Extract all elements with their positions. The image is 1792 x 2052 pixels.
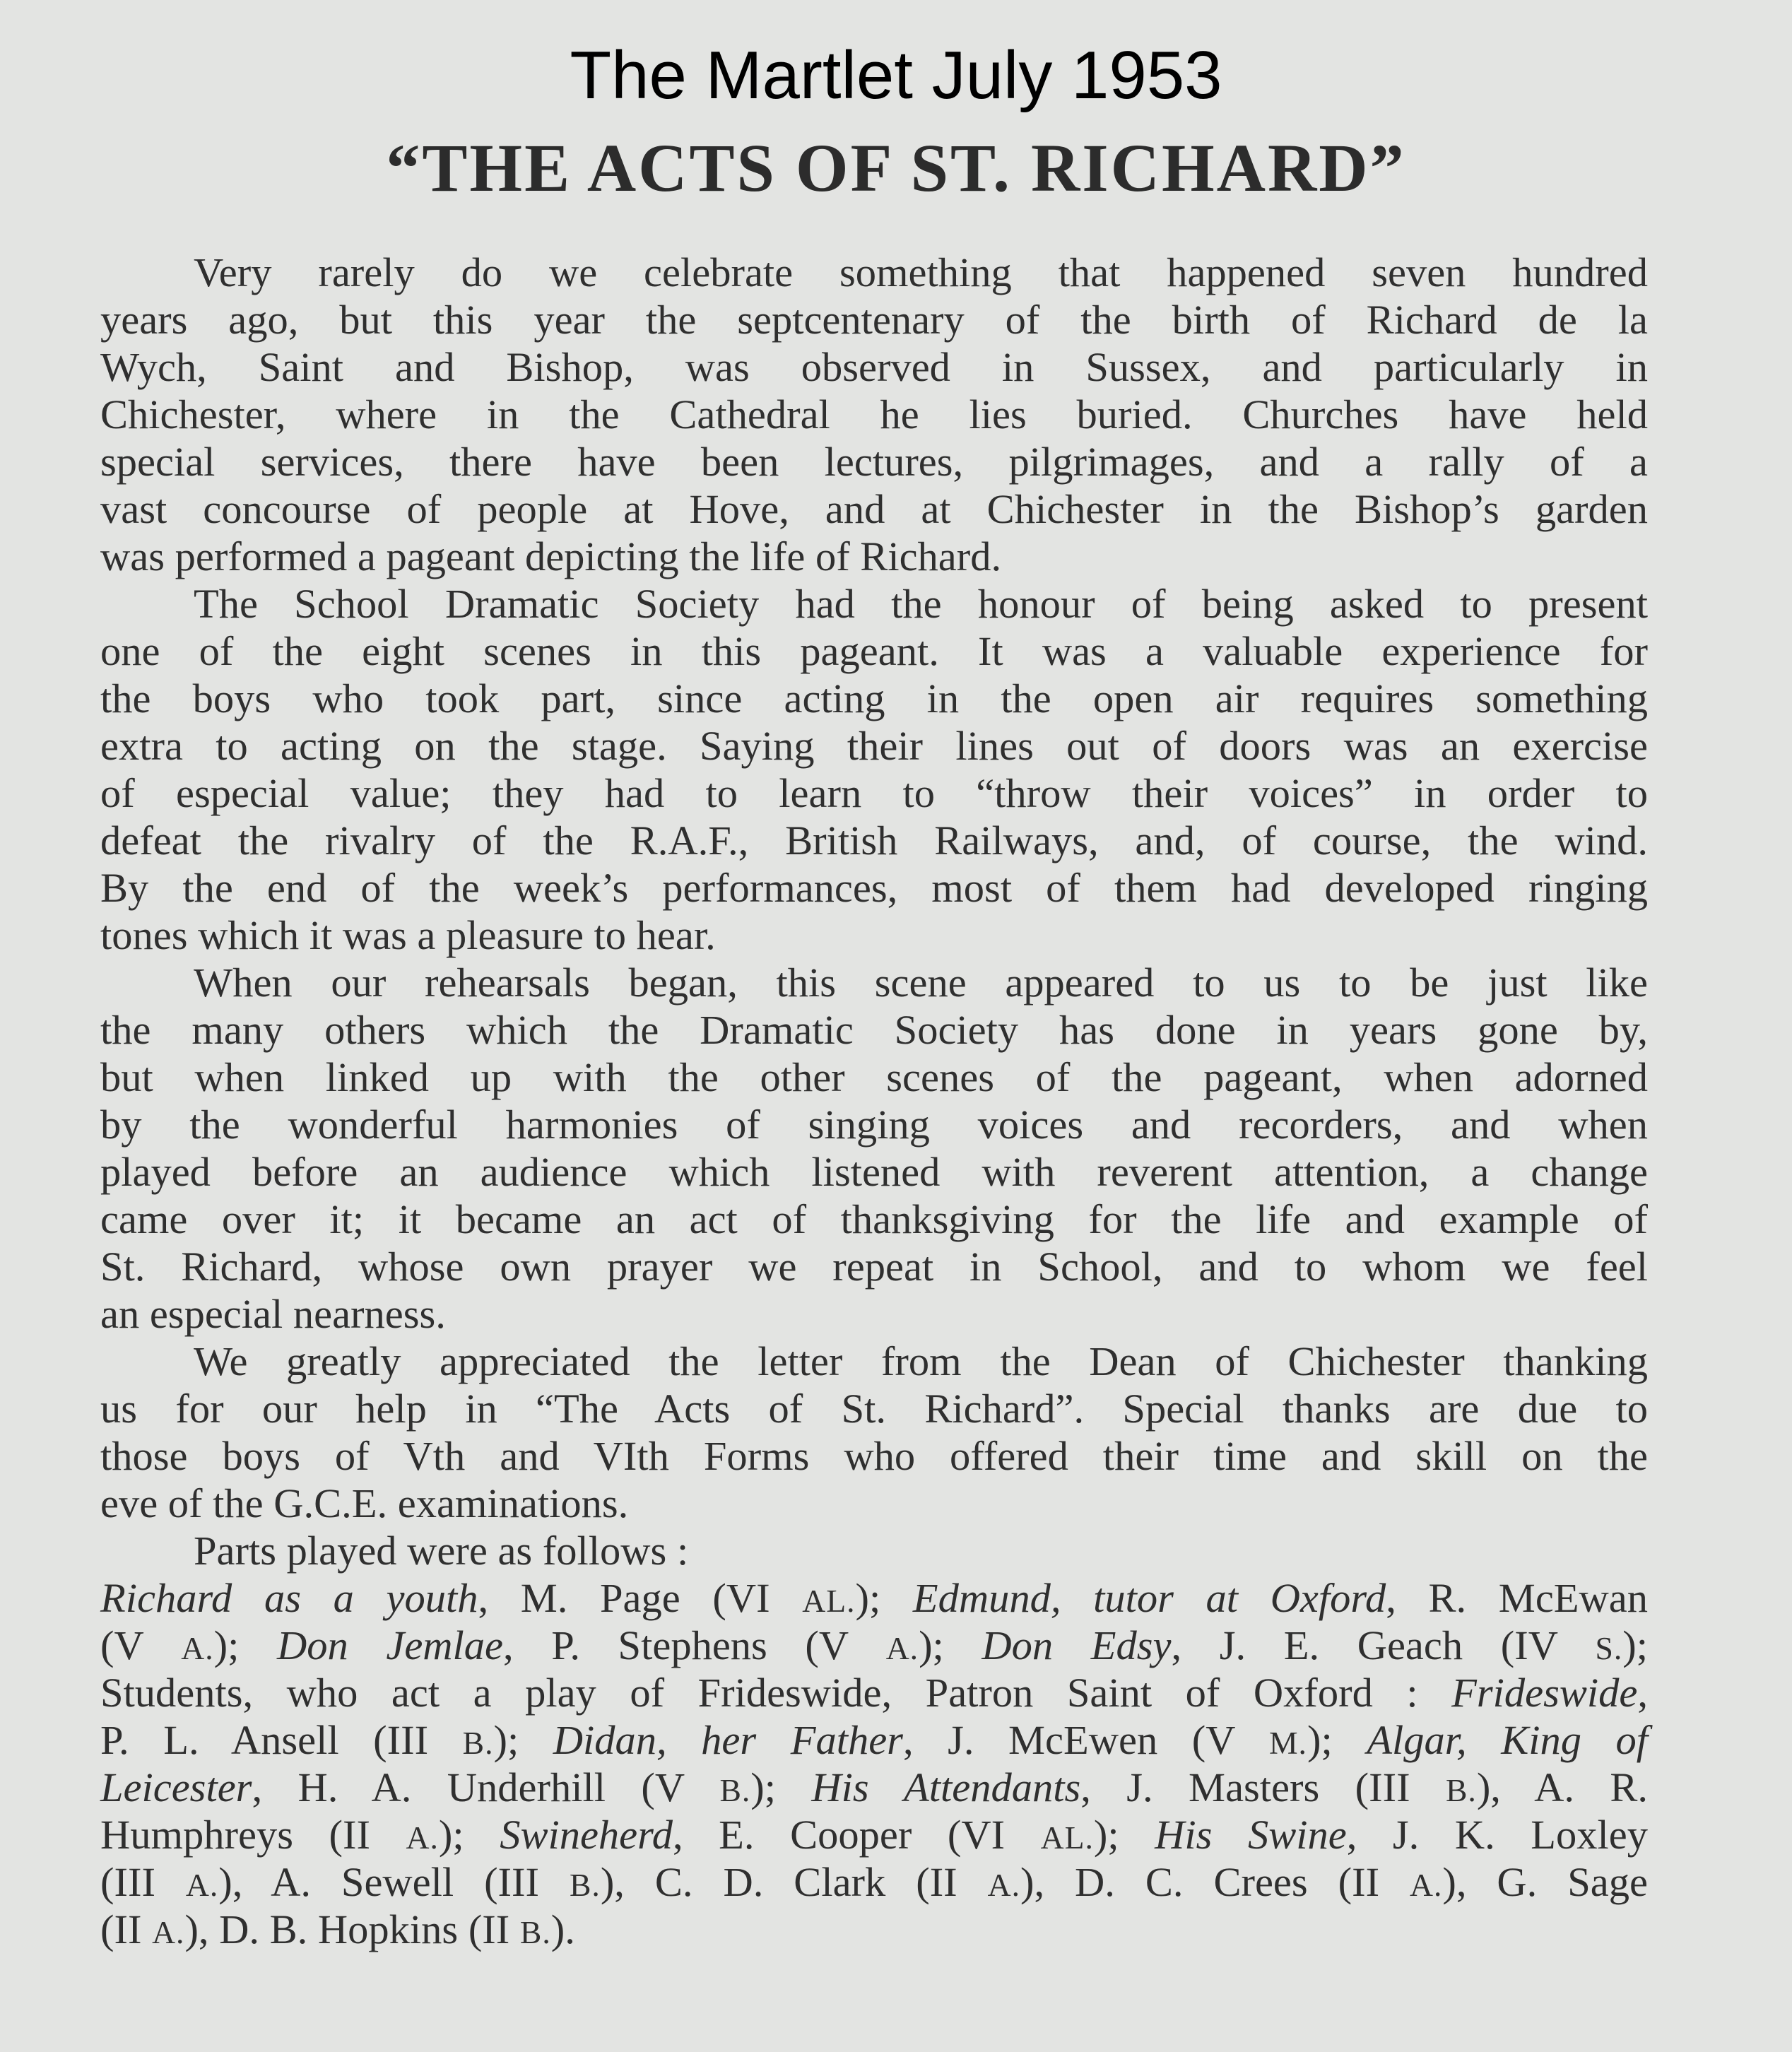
form-abbrev: A. xyxy=(406,1820,439,1856)
text-line: the boys who took part, since acting in the open air requires something xyxy=(100,676,1648,721)
role-name: Don Edsy xyxy=(982,1622,1172,1668)
paragraph xyxy=(100,249,1648,580)
text-line: us for our help in “The Acts of St. Richard”. Special thanks are due to xyxy=(100,1386,1648,1432)
role-name: His Swine xyxy=(1155,1812,1347,1858)
cast-line xyxy=(100,1622,1648,1669)
text-line: extra to acting on the stage. Saying their lines out of doors was an exercise xyxy=(100,723,1648,769)
paragraph xyxy=(100,1338,1648,1527)
text-line: Chichester, where in the Cathedral he lies buried. Churches have held xyxy=(100,391,1648,437)
cast-text: , E. Cooper (VI xyxy=(673,1812,1041,1858)
cast-text: (III xyxy=(100,1859,186,1905)
form-abbrev: B. xyxy=(519,1914,551,1950)
cast-text: (V xyxy=(100,1622,182,1668)
cast-line xyxy=(100,1906,1648,1953)
role-name: Frideswide xyxy=(1451,1670,1638,1716)
text-line: the many others which the Dramatic Society has done in years gone by, xyxy=(100,1007,1648,1053)
cast-text: ); xyxy=(855,1575,913,1621)
paragraph xyxy=(100,959,1648,1338)
text-line: vast concourse of people at Hove, and at Chichester in the Bishop’s garden xyxy=(100,486,1648,532)
text-line: those boys of Vth and VIth Forms who offered their time and skill on the xyxy=(100,1433,1648,1479)
cast-text: (II xyxy=(100,1906,153,1952)
cast-text: ), A. R. xyxy=(1476,1764,1649,1810)
article-body xyxy=(100,249,1648,1953)
role-name: Swineherd xyxy=(500,1812,673,1858)
cast-text: ), G. Sage xyxy=(1442,1859,1648,1905)
text-line: was performed a pageant depicting the life of Richard. xyxy=(100,533,1002,579)
cast-text: Students, who act a play of Frideswide, Patron Saint of Oxford : xyxy=(100,1670,1452,1716)
cast-text: ); xyxy=(919,1622,982,1668)
form-abbrev: AL. xyxy=(802,1583,856,1619)
cast-text: ), A. Sewell (III xyxy=(218,1859,570,1905)
role-name: Don Jemlae xyxy=(277,1622,504,1668)
text-line: defeat the rivalry of the R.A.F., British Railways, and, of course, the wind. xyxy=(100,818,1648,863)
cast-list xyxy=(100,1574,1648,1953)
role-name: Leicester xyxy=(100,1764,252,1810)
cast-text: , R. McEwan xyxy=(1386,1575,1648,1621)
form-abbrev: A. xyxy=(885,1630,919,1666)
form-abbrev: A. xyxy=(1410,1867,1443,1903)
role-name: Algar, King of xyxy=(1367,1717,1649,1763)
form-abbrev: A. xyxy=(987,1867,1020,1903)
text-line: When our rehearsals began, this scene appeared to us to be just like xyxy=(194,960,1648,1006)
text-line: tones which it was a pleasure to hear. xyxy=(100,912,716,958)
paragraph xyxy=(100,1527,1648,1574)
cast-line xyxy=(100,1811,1648,1858)
paragraph xyxy=(100,580,1648,959)
cast-line xyxy=(100,1716,1648,1764)
text-line: came over it; it became an act of thanksgiving for the life and example of xyxy=(100,1196,1648,1242)
cast-text: , H. A. Underhill (V xyxy=(252,1764,720,1810)
cast-line xyxy=(100,1669,1648,1716)
role-name: Edmund, tutor at Oxford xyxy=(912,1575,1386,1621)
text-line: St. Richard, whose own prayer we repeat in School, and to whom we feel xyxy=(100,1244,1648,1290)
cast-text: ); xyxy=(1622,1622,1649,1668)
text-line: an especial nearness. xyxy=(100,1291,446,1337)
cast-text: ); xyxy=(438,1812,500,1858)
text-line: by the wonderful harmonies of singing voices and recorders, and when xyxy=(100,1102,1648,1148)
cast-text: , J. Masters (III xyxy=(1080,1764,1446,1810)
text-line: Wych, Saint and Bishop, was observed in Sussex, and particularly in xyxy=(100,344,1648,390)
cast-line xyxy=(100,1574,1648,1622)
cast-text: , J. K. Loxley xyxy=(1346,1812,1648,1858)
cast-text: , J. McEwen (V xyxy=(902,1717,1269,1763)
role-name: Didan, her Father xyxy=(553,1717,903,1763)
form-abbrev: S. xyxy=(1595,1630,1623,1666)
cast-text: , M. Page (VI xyxy=(478,1575,803,1621)
form-abbrev: A. xyxy=(181,1630,214,1666)
cast-text: , P. Stephens (V xyxy=(503,1622,886,1668)
cast-text: , xyxy=(1637,1670,1648,1716)
cast-text: , J. E. Geach (IV xyxy=(1171,1622,1596,1668)
cast-text: ). xyxy=(550,1906,575,1952)
form-abbrev: B. xyxy=(719,1772,751,1808)
text-line: years ago, but this year the septcentenary of the birth of Richard de la xyxy=(100,297,1648,343)
text-line: played before an audience which listened with reverent attention, a change xyxy=(100,1149,1648,1195)
text-line: The School Dramatic Society had the honour of being asked to present xyxy=(194,581,1648,627)
text-line: We greatly appreciated the letter from the Dean of Chichester thanking xyxy=(194,1338,1648,1384)
form-abbrev: AL. xyxy=(1040,1820,1094,1856)
cast-text: ), C. D. Clark (II xyxy=(600,1859,988,1905)
form-abbrev: A. xyxy=(185,1867,219,1903)
text-line: one of the eight scenes in this pageant. It was a valuable experience for xyxy=(100,628,1648,674)
cast-line xyxy=(100,1764,1648,1811)
role-name: His Attendants xyxy=(811,1764,1081,1810)
cast-text: ); xyxy=(213,1622,278,1668)
text-line: Very rarely do we celebrate something that happened seven hundred xyxy=(194,249,1648,295)
form-abbrev: B. xyxy=(1445,1772,1477,1808)
text-line: of especial value; they had to learn to “throw their voices” in order to xyxy=(100,770,1648,816)
cast-text: ); xyxy=(1093,1812,1155,1858)
text-line: By the end of the week’s performances, most of them had developed ringing xyxy=(100,865,1648,911)
form-abbrev: M. xyxy=(1268,1725,1307,1761)
text-line: special services, there have been lectures, pilgrimages, and a rally of a xyxy=(100,439,1648,485)
cast-line xyxy=(100,1858,1648,1906)
cast-text: Humphreys (II xyxy=(100,1812,406,1858)
form-abbrev: B. xyxy=(462,1725,494,1761)
cast-text: ), D. C. Crees (II xyxy=(1020,1859,1410,1905)
text-line: but when linked up with the other scenes of the pageant, when adorned xyxy=(100,1054,1648,1100)
cast-text: ), D. B. Hopkins (II xyxy=(184,1906,520,1952)
cast-text: ); xyxy=(750,1764,812,1810)
cast-text: ); xyxy=(493,1717,553,1763)
form-abbrev: B. xyxy=(569,1867,601,1903)
text-line: eve of the G.C.E. examinations. xyxy=(100,1480,629,1526)
article-title: “THE ACTS OF ST. RICHARD” xyxy=(386,130,1406,206)
cast-text: ); xyxy=(1307,1717,1367,1763)
cast-text: P. L. Ansell (III xyxy=(100,1717,463,1763)
paragraphs xyxy=(100,249,1648,1574)
role-name: Richard as a youth xyxy=(100,1575,478,1621)
masthead: The Martlet July 1953 xyxy=(570,37,1222,113)
form-abbrev: A. xyxy=(152,1914,185,1950)
text-line: Parts played were as follows : xyxy=(194,1528,689,1574)
